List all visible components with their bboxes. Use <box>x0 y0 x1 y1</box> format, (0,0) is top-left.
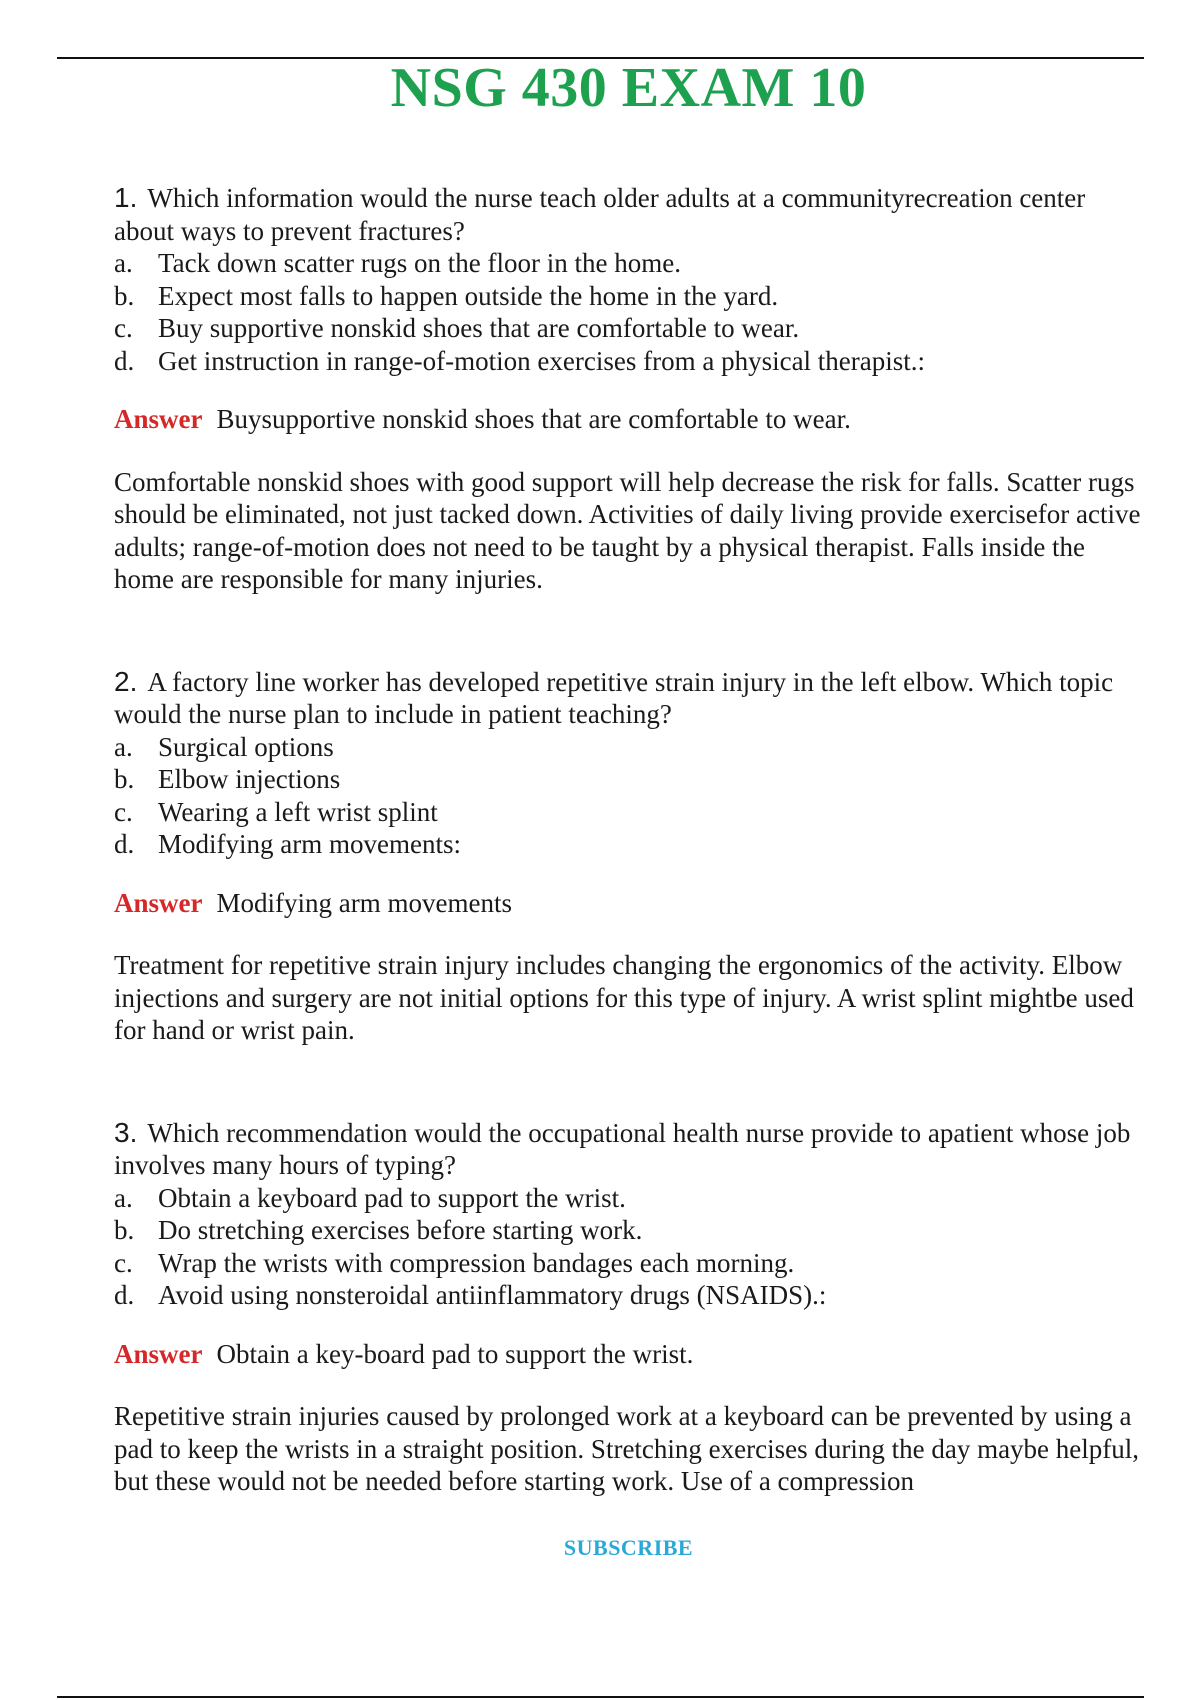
option-letter: d. <box>114 345 135 376</box>
explanation: Treatment for repetitive strain injury includes changing the ergonomics of the activity. Elbow injections and surgery are not initial options for this type of injury. A wrist splint mightbe used for hand or wrist pain. <box>114 950 1134 1045</box>
question-number: 3. <box>114 1116 138 1148</box>
page-title: NSG 430 EXAM 10 <box>390 57 867 119</box>
option-d <box>114 345 1144 378</box>
option-letter: b. <box>114 280 135 311</box>
option-c <box>114 1247 1144 1280</box>
answer-line <box>114 403 1144 436</box>
option-text: Buy supportive nonskid shoes that are comfortable to wear. <box>158 313 800 343</box>
option-letter: b. <box>114 1215 135 1245</box>
option-letter: a. <box>114 1182 133 1213</box>
question-text: Which information would the nurse teach older adults at a communityrecreation center about ways to prevent fractures? <box>114 183 1086 246</box>
question-text: Which recommendation would the occupational health nurse provide to apatient whose job involves many hours of typing? <box>114 1117 1131 1180</box>
question-number: 2. <box>114 665 138 697</box>
option-c <box>114 796 1144 829</box>
option-text: Tack down scatter rugs on the floor in the home. <box>158 248 681 278</box>
option-letter: c. <box>114 1247 133 1278</box>
answer-label: Answer <box>114 404 203 434</box>
option-letter: a. <box>114 731 133 762</box>
option-letter: c. <box>114 796 133 827</box>
answer-line <box>114 887 1144 920</box>
question-1 <box>114 182 1144 247</box>
answer-label: Answer <box>114 887 203 918</box>
option-text: Wearing a left wrist splint <box>158 796 438 827</box>
explanation: Comfortable nonskid shoes with good support will help decrease the risk for falls. Scatter rugs should be eliminated, not just tacked down. Activities of daily living provide exercisefor active adults; range-of-motion does not need to be taught by a physical therapist. Falls inside the home are responsible for many injuries. <box>114 466 1141 594</box>
answer-text: Obtain a key-board pad to support the wrist. <box>216 1338 694 1369</box>
options-list <box>114 731 1144 861</box>
question-block-3 <box>114 1117 1144 1498</box>
question-number: 1. <box>114 182 138 213</box>
option-text: Surgical options <box>158 731 334 762</box>
option-b <box>114 1214 1144 1247</box>
answer-text: Buysupportive nonskid shoes that are comfortable to wear. <box>216 404 851 434</box>
exam-content <box>114 182 1144 1498</box>
option-text: Obtain a keyboard pad to support the wrist. <box>158 1182 626 1213</box>
bottom-rule <box>57 1696 1144 1698</box>
option-c <box>114 312 1144 345</box>
option-b <box>114 280 1144 313</box>
answer-text: Modifying arm movements <box>216 887 512 918</box>
explanation: Repetitive strain injuries caused by prolonged work at a keyboard can be prevented by using a pad to keep the wrists in a straight position. Stretching exercises during the day maybe helpful, but these would not be needed before starting work. Use of a compression <box>114 1401 1140 1496</box>
question-text: A factory line worker has developed repetitive strain injury in the left elbow. Which topic would the nurse plan to include in patient teaching? <box>114 666 1114 729</box>
option-d <box>114 1279 1144 1312</box>
option-b <box>114 763 1144 796</box>
option-letter: d. <box>114 1280 135 1310</box>
option-text: Wrap the wrists with compression bandages each morning. <box>158 1247 795 1278</box>
options-list <box>114 1182 1144 1312</box>
option-text: Expect most falls to happen outside the home in the yard. <box>158 280 779 311</box>
option-letter: c. <box>114 313 133 343</box>
subscribe-link[interactable]: SUBSCRIBE <box>563 1535 694 1560</box>
question-block-1 <box>114 182 1144 596</box>
option-letter: d. <box>114 829 135 859</box>
option-letter: a. <box>114 248 133 278</box>
option-d <box>114 828 1144 861</box>
answer-line <box>114 1338 1144 1371</box>
option-text: Modifying arm movements: <box>158 829 461 859</box>
option-a <box>114 1182 1144 1215</box>
option-letter: b. <box>114 764 135 794</box>
option-text: Avoid using nonsteroidal antiinflammatory drugs (NSAIDS).: <box>158 1280 827 1310</box>
option-a <box>114 731 1144 764</box>
question-block-2 <box>114 666 1144 1047</box>
option-text: Do stretching exercises before starting work. <box>158 1215 643 1245</box>
option-a <box>114 247 1144 280</box>
question-2 <box>114 666 1144 731</box>
option-text: Elbow injections <box>158 764 341 794</box>
option-text: Get instruction in range-of-motion exercises from a physical therapist.: <box>158 345 926 376</box>
options-list <box>114 247 1144 377</box>
question-3 <box>114 1117 1144 1182</box>
answer-label: Answer <box>114 1338 203 1369</box>
